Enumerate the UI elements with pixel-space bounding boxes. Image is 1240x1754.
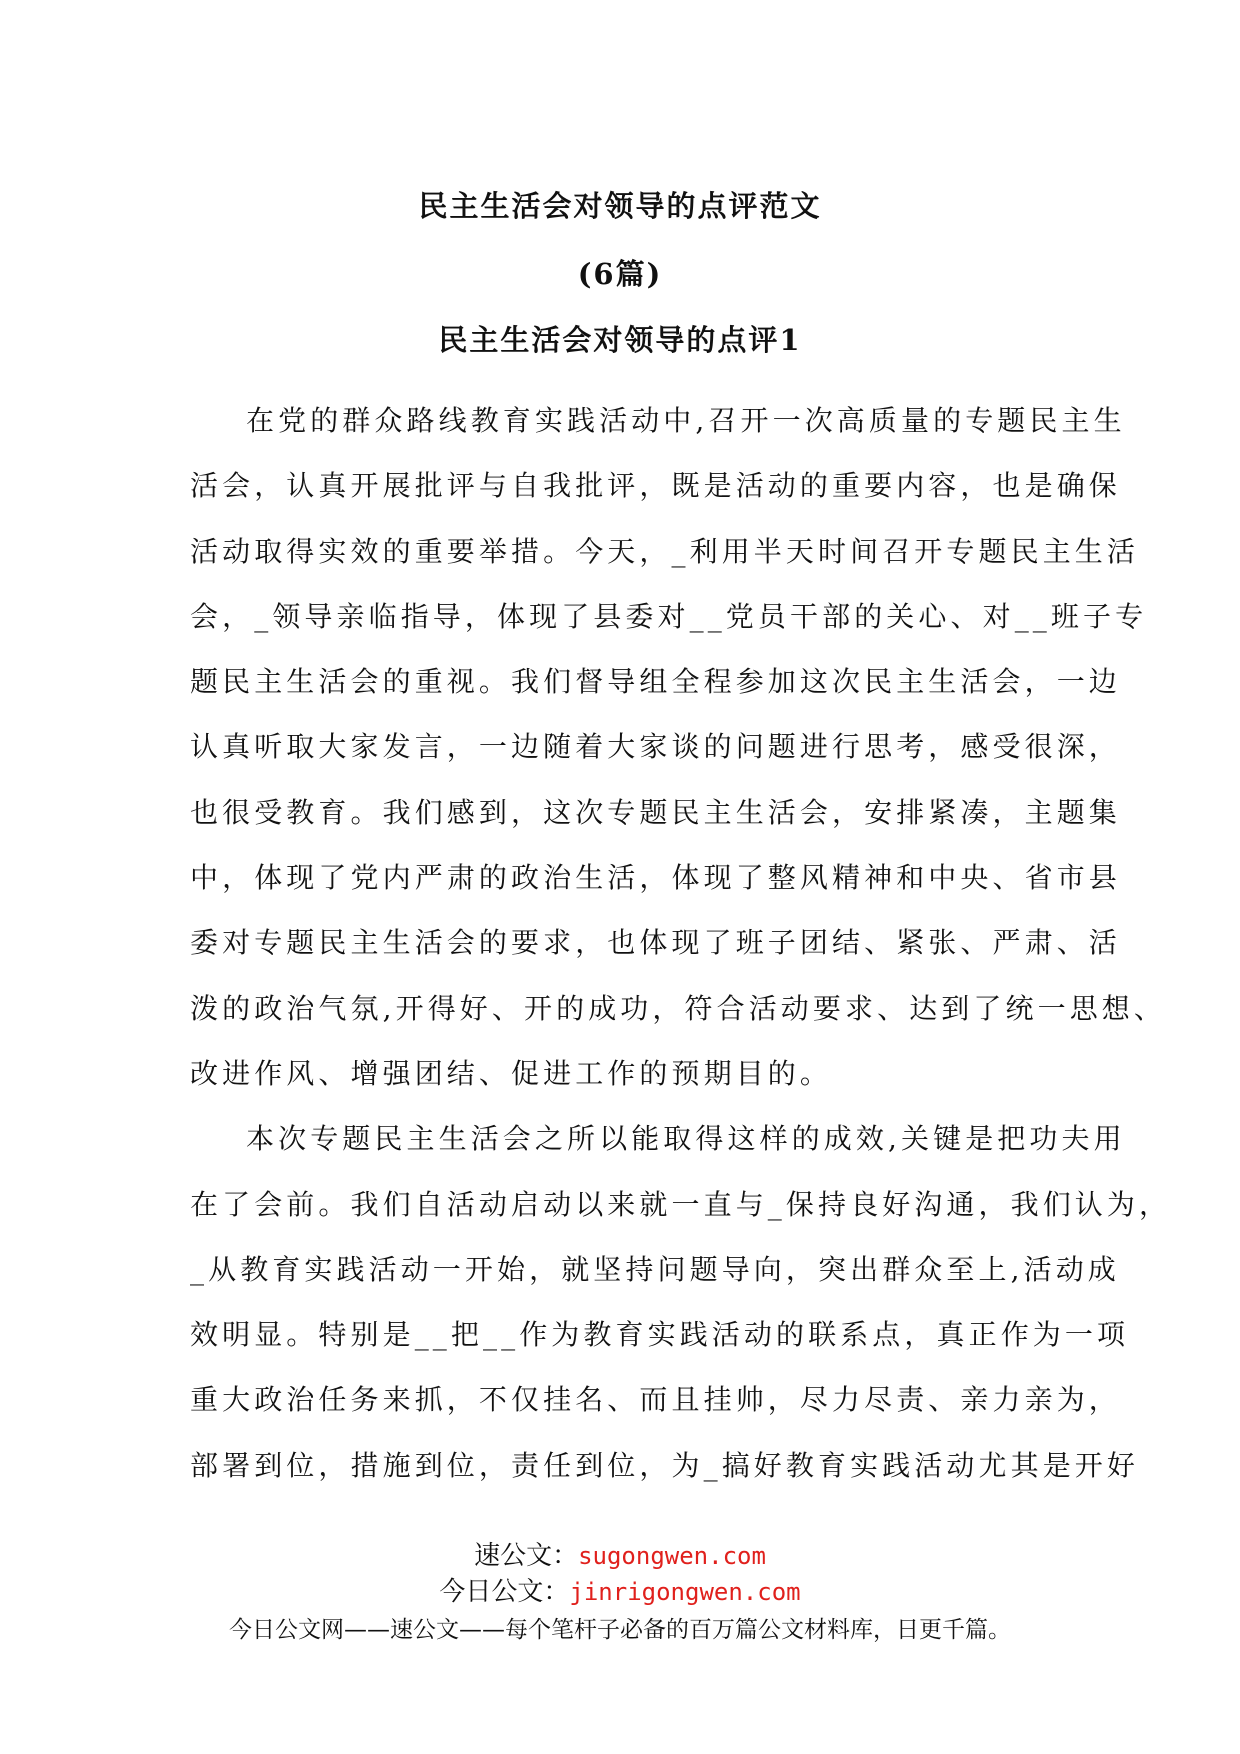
body-line: 在了会前。我们自活动启动以来就一直与_保持良好沟通，我们认为， — [190, 1187, 1172, 1221]
sugongwen-link[interactable]: sugongwen.com — [578, 1542, 766, 1570]
body-line: 认真听取大家发言，一边随着大家谈的问题进行思考，感受很深， — [190, 730, 1121, 764]
body-line: 会，_领导亲临指导，体现了县委对__党员干部的关心、对__班子专 — [190, 599, 1148, 633]
section-title: 民主生活会对领导的点评1 — [438, 323, 802, 357]
body-line: 活动取得实效的重要举措。今天，_利用半天时间召开专题民主生活 — [190, 534, 1140, 568]
body-line: 委对专题民主生活会的要求，也体现了班子团结、紧张、严肃、活 — [190, 926, 1121, 960]
footer-sugongwen — [0, 1538, 1240, 1574]
body-line: 活会，认真开展批评与自我批评，既是活动的重要内容，也是确保 — [190, 469, 1121, 503]
document-count: (6篇) — [577, 257, 663, 291]
footer-label-sugongwen: 速公文： — [474, 1541, 579, 1571]
body-line: 本次专题民主生活会之所以能取得这样的成效,关键是把功夫用 — [246, 1122, 1126, 1156]
body-text — [190, 388, 1172, 1498]
body-line: 题民主生活会的重视。我们督导组全程参加这次民主生活会，一边 — [190, 665, 1121, 699]
document-title: 民主生活会对领导的点评范文 — [418, 189, 822, 223]
body-line: 也很受教育。我们感到，这次专题民主生活会，安排紧凑，主题集 — [190, 795, 1121, 829]
jinrigongwen-link[interactable]: jinrigongwen.com — [569, 1578, 801, 1606]
body-line: 效明显。特别是__把__作为教育实践活动的联系点，真正作为一项 — [190, 1318, 1130, 1352]
body-line: 改进作风、增强团结、促进工作的预期目的。 — [190, 1056, 833, 1090]
body-line: 部署到位，措施到位，责任到位，为_搞好教育实践活动尤其是开好 — [190, 1448, 1140, 1482]
footer-jinrigongwen — [0, 1574, 1240, 1610]
body-line: 重大政治任务来抓，不仅挂名、而且挂帅，尽力尽责、亲力亲为， — [190, 1383, 1121, 1417]
footer-label-jinrigongwen: 今日公文： — [439, 1577, 570, 1607]
body-line: 在党的群众路线教育实践活动中,召开一次高质量的专题民主生 — [246, 404, 1126, 437]
body-line: 中，体现了党内严肃的政治生活，体现了整风精神和中央、省市县 — [190, 861, 1121, 895]
body-line: _从教育实践活动一开始，就坚持问题导向，突出群众至上,活动成 — [190, 1252, 1120, 1286]
footer-tagline: 今日公文网——速公文——每个笔杆子必备的百万篇公文材料库，日更千篇。 — [229, 1617, 1011, 1643]
body-line: 泼的政治气氛,开得好、开的成功，符合活动要求、达到了统一思想、 — [190, 991, 1167, 1025]
